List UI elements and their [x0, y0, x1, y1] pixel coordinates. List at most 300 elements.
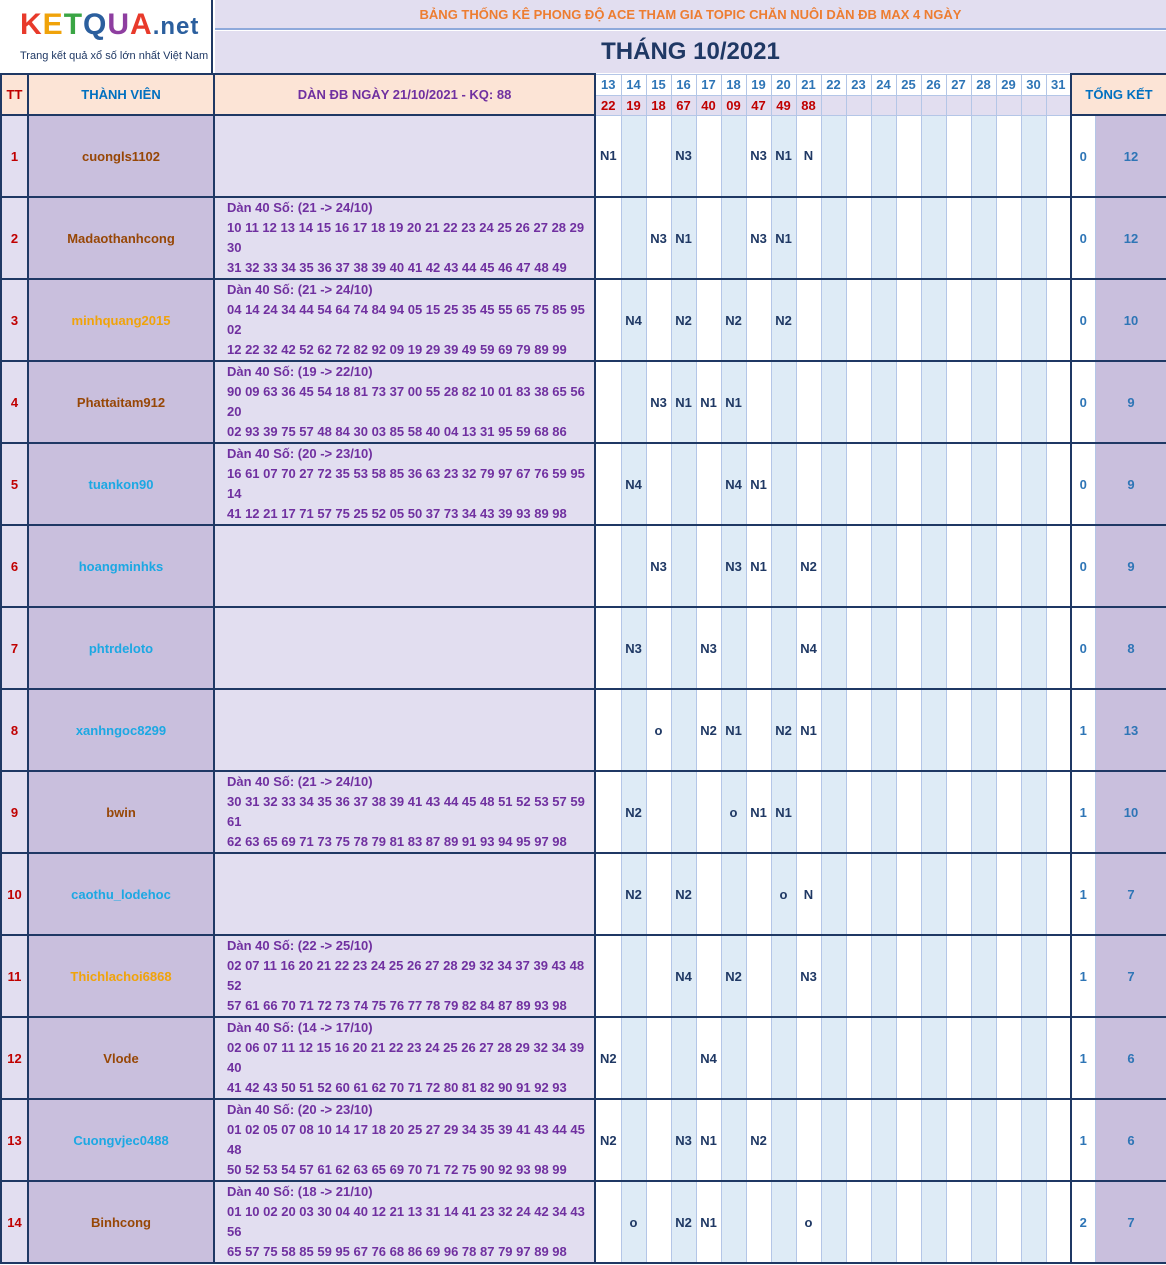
day-header: 23	[846, 74, 871, 95]
day-cell	[871, 689, 896, 771]
miss-count: 1	[1071, 1017, 1095, 1099]
day-header: 27	[946, 74, 971, 95]
day-cell	[1021, 197, 1046, 279]
day-cell	[896, 361, 921, 443]
dan-line2: 12 22 32 42 52 62 72 82 92 09 19 29 39 49 59 69 79 89 99	[227, 342, 567, 357]
day-cell	[1021, 279, 1046, 361]
day-cell	[821, 853, 846, 935]
day-cell	[846, 1099, 871, 1181]
dan-title: Dàn 40 Số: (20 -> 23/10)	[227, 1102, 373, 1117]
day-cell	[796, 443, 821, 525]
day-cell	[996, 1181, 1021, 1263]
day-cell	[896, 279, 921, 361]
member-name[interactable]: caothu_lodehoc	[28, 853, 214, 935]
day-cell	[996, 361, 1021, 443]
member-name[interactable]: Phattaitam912	[28, 361, 214, 443]
day-header: 20	[771, 74, 796, 95]
day-cell	[595, 607, 621, 689]
day-cell	[971, 853, 996, 935]
day-cell	[1046, 443, 1071, 525]
day-cell	[646, 115, 671, 197]
day-cell	[1046, 607, 1071, 689]
day-cell	[846, 1181, 871, 1263]
day-cell	[871, 197, 896, 279]
day-cell	[646, 443, 671, 525]
day-cell: N3	[671, 115, 696, 197]
dan-line2: 31 32 33 34 35 36 37 38 39 40 41 42 43 44 45 46 47 48 49	[227, 260, 567, 275]
day-cell: N3	[721, 525, 746, 607]
dan-numbers	[214, 607, 595, 689]
day-cell	[646, 279, 671, 361]
day-cell	[996, 1099, 1021, 1181]
day-cell	[846, 115, 871, 197]
miss-count: 0	[1071, 279, 1095, 361]
day-cell	[1021, 115, 1046, 197]
logo-letter: E	[42, 8, 64, 41]
day-cell	[595, 1181, 621, 1263]
day-cell	[896, 1099, 921, 1181]
day-cell	[671, 525, 696, 607]
day-cell	[771, 1181, 796, 1263]
day-cell	[771, 1099, 796, 1181]
row-number: 12	[1, 1017, 28, 1099]
day-cell: N2	[721, 279, 746, 361]
day-cell: N2	[696, 689, 721, 771]
month-title: THÁNG 10/2021	[215, 31, 1166, 73]
day-cell	[771, 525, 796, 607]
header-total: TỔNG KẾT	[1071, 74, 1166, 115]
day-cell: o	[771, 853, 796, 935]
day-cell	[896, 115, 921, 197]
day-cell	[746, 279, 771, 361]
dan-line1: 30 31 32 33 34 35 36 37 38 39 41 43 44 45 48 51 52 53 57 59 61	[227, 794, 585, 829]
day-cell	[846, 525, 871, 607]
day-cell: N1	[671, 361, 696, 443]
day-cell	[595, 361, 621, 443]
day-header: 13	[595, 74, 621, 95]
row-number: 13	[1, 1099, 28, 1181]
day-cell	[971, 197, 996, 279]
result-header: 22	[595, 95, 621, 115]
day-cell: o	[796, 1181, 821, 1263]
day-cell	[796, 197, 821, 279]
result-header: 09	[721, 95, 746, 115]
day-cell: N2	[621, 771, 646, 853]
day-cell: N1	[796, 689, 821, 771]
miss-count: 1	[1071, 853, 1095, 935]
day-cell	[821, 361, 846, 443]
day-cell: o	[646, 689, 671, 771]
day-cell	[871, 1017, 896, 1099]
member-name[interactable]: Madaothanhcong	[28, 197, 214, 279]
day-cell	[871, 771, 896, 853]
day-cell	[971, 443, 996, 525]
day-cell: N4	[796, 607, 821, 689]
day-cell	[971, 525, 996, 607]
day-header: 16	[671, 74, 696, 95]
row-number: 7	[1, 607, 28, 689]
day-cell: N3	[696, 607, 721, 689]
day-cell	[721, 197, 746, 279]
dan-line1: 01 02 05 07 08 10 14 17 18 20 25 27 29 34 35 39 41 43 44 45 48	[227, 1122, 585, 1157]
day-cell	[871, 443, 896, 525]
day-header: 22	[821, 74, 846, 95]
day-cell	[796, 361, 821, 443]
day-cell	[721, 1017, 746, 1099]
row-number: 9	[1, 771, 28, 853]
stats-table	[0, 73, 1166, 1264]
day-cell	[971, 607, 996, 689]
day-cell	[696, 525, 721, 607]
day-cell	[696, 279, 721, 361]
member-row	[1, 853, 1166, 935]
day-cell	[1021, 771, 1046, 853]
dan-line1: 90 09 63 36 45 54 18 81 73 37 00 55 28 82 10 01 83 38 65 56 20	[227, 384, 585, 419]
logo-suffix: .net	[152, 13, 200, 40]
row-number: 3	[1, 279, 28, 361]
day-cell	[746, 689, 771, 771]
dan-numbers	[214, 361, 595, 443]
day-cell	[821, 607, 846, 689]
day-cell	[621, 689, 646, 771]
dan-line1: 16 61 07 70 27 72 35 53 58 85 36 63 23 32 79 97 67 76 59 95 14	[227, 466, 585, 501]
day-cell	[971, 771, 996, 853]
miss-count: 0	[1071, 525, 1095, 607]
miss-count: 2	[1071, 1181, 1095, 1263]
day-cell	[1046, 525, 1071, 607]
miss-count: 0	[1071, 115, 1095, 197]
day-cell	[646, 1099, 671, 1181]
miss-count: 1	[1071, 1099, 1095, 1181]
dan-numbers	[214, 1017, 595, 1099]
day-cell	[871, 115, 896, 197]
day-cell	[971, 689, 996, 771]
day-cell: N4	[621, 279, 646, 361]
day-cell	[646, 1181, 671, 1263]
header-member: THÀNH VIÊN	[28, 74, 214, 115]
day-cell	[921, 279, 946, 361]
day-header: 29	[996, 74, 1021, 95]
dan-numbers	[214, 443, 595, 525]
result-header	[996, 95, 1021, 115]
day-cell	[595, 443, 621, 525]
dan-numbers	[214, 115, 595, 197]
day-cell: N4	[721, 443, 746, 525]
result-header: 40	[696, 95, 721, 115]
day-cell: N	[796, 853, 821, 935]
miss-count: 0	[1071, 361, 1095, 443]
day-cell	[1046, 115, 1071, 197]
day-cell	[646, 771, 671, 853]
dan-title: Dàn 40 Số: (22 -> 25/10)	[227, 938, 373, 953]
day-cell: N2	[671, 853, 696, 935]
day-cell	[821, 935, 846, 1017]
day-cell	[846, 689, 871, 771]
day-header: 25	[896, 74, 921, 95]
dan-title: Dàn 40 Số: (21 -> 24/10)	[227, 774, 373, 789]
day-cell: N1	[771, 115, 796, 197]
dan-line1: 04 14 24 34 44 54 64 74 84 94 05 15 25 35 45 55 65 75 85 95 02	[227, 302, 585, 337]
day-cell	[621, 115, 646, 197]
row-number: 14	[1, 1181, 28, 1263]
day-cell	[846, 771, 871, 853]
day-cell: N2	[621, 853, 646, 935]
member-row	[1, 771, 1166, 853]
day-cell	[871, 361, 896, 443]
day-cell	[921, 771, 946, 853]
day-header: 24	[871, 74, 896, 95]
day-header: 30	[1021, 74, 1046, 95]
day-cell	[671, 443, 696, 525]
day-cell: N2	[671, 1181, 696, 1263]
member-name[interactable]: xanhngoc8299	[28, 689, 214, 771]
day-cell: N4	[621, 443, 646, 525]
dan-line1: 02 07 11 16 20 21 22 23 24 25 26 27 28 29 32 34 37 39 43 48 52	[227, 958, 585, 993]
dan-line1: 10 11 12 13 14 15 16 17 18 19 20 21 22 23 24 25 26 27 28 29 30	[227, 220, 585, 255]
day-cell	[646, 935, 671, 1017]
day-cell	[821, 197, 846, 279]
day-cell	[621, 1099, 646, 1181]
day-cell	[996, 279, 1021, 361]
day-cell	[696, 443, 721, 525]
dan-line2: 57 61 66 70 71 72 73 74 75 76 77 78 79 82 84 87 89 93 98	[227, 998, 567, 1013]
day-cell	[946, 935, 971, 1017]
day-cell	[921, 361, 946, 443]
day-cell	[896, 1181, 921, 1263]
day-cell	[996, 115, 1021, 197]
day-cell	[646, 853, 671, 935]
day-cell	[746, 361, 771, 443]
day-cell	[671, 607, 696, 689]
row-number: 11	[1, 935, 28, 1017]
day-cell	[746, 1181, 771, 1263]
day-cell	[921, 1017, 946, 1099]
day-cell: N2	[771, 689, 796, 771]
day-cell	[971, 115, 996, 197]
member-name[interactable]: hoangminhks	[28, 525, 214, 607]
day-cell	[921, 443, 946, 525]
day-cell	[721, 1099, 746, 1181]
day-cell	[1046, 197, 1071, 279]
day-cell	[846, 443, 871, 525]
row-number: 5	[1, 443, 28, 525]
day-cell	[671, 1017, 696, 1099]
day-header: 26	[921, 74, 946, 95]
day-cell	[846, 279, 871, 361]
day-cell: N2	[796, 525, 821, 607]
day-cell	[1021, 1181, 1046, 1263]
day-cell	[871, 1181, 896, 1263]
member-name[interactable]: minhquang2015	[28, 279, 214, 361]
row-number: 1	[1, 115, 28, 197]
day-cell	[896, 443, 921, 525]
ketqua-logo[interactable]	[0, 0, 213, 73]
day-header: 21	[796, 74, 821, 95]
day-cell: N2	[671, 279, 696, 361]
day-cell	[1046, 1181, 1071, 1263]
day-cell	[921, 853, 946, 935]
member-name[interactable]: Binhcong	[28, 1181, 214, 1263]
day-header: 14	[621, 74, 646, 95]
total-score: 7	[1095, 853, 1166, 935]
member-name[interactable]: cuongls1102	[28, 115, 214, 197]
day-cell	[595, 525, 621, 607]
day-cell: N1	[771, 771, 796, 853]
day-cell: N2	[746, 1099, 771, 1181]
day-cell	[595, 197, 621, 279]
day-cell	[821, 1181, 846, 1263]
day-cell	[646, 1017, 671, 1099]
row-number: 4	[1, 361, 28, 443]
day-cell	[896, 689, 921, 771]
member-name[interactable]: tuankon90	[28, 443, 214, 525]
day-cell	[821, 115, 846, 197]
dan-line2: 50 52 53 54 57 61 62 63 65 69 70 71 72 75 90 92 93 98 99	[227, 1162, 567, 1177]
day-cell	[996, 197, 1021, 279]
dan-line1: 01 10 02 20 03 30 04 40 12 21 13 31 14 41 23 32 24 42 34 43 56	[227, 1204, 585, 1239]
dan-title: Dàn 40 Số: (19 -> 22/10)	[227, 364, 373, 379]
day-cell	[1046, 361, 1071, 443]
day-cell	[796, 1017, 821, 1099]
day-cell	[946, 115, 971, 197]
day-cell	[696, 115, 721, 197]
day-cell	[1046, 771, 1071, 853]
member-row	[1, 443, 1166, 525]
day-header: 31	[1046, 74, 1071, 95]
day-cell	[996, 1017, 1021, 1099]
dan-numbers	[214, 771, 595, 853]
day-cell: N1	[746, 771, 771, 853]
day-cell: o	[721, 771, 746, 853]
result-header: 88	[796, 95, 821, 115]
day-cell	[821, 1017, 846, 1099]
result-header: 19	[621, 95, 646, 115]
day-cell	[846, 1017, 871, 1099]
day-cell	[595, 279, 621, 361]
result-header: 49	[771, 95, 796, 115]
day-cell: N3	[621, 607, 646, 689]
day-cell	[846, 853, 871, 935]
result-header: 18	[646, 95, 671, 115]
member-name[interactable]: Thichlachoi6868	[28, 935, 214, 1017]
day-cell: N2	[771, 279, 796, 361]
day-cell	[896, 1017, 921, 1099]
total-score: 10	[1095, 279, 1166, 361]
day-cell	[1021, 935, 1046, 1017]
dan-numbers	[214, 525, 595, 607]
day-cell	[946, 771, 971, 853]
dan-title: Dàn 40 Số: (18 -> 21/10)	[227, 1184, 373, 1199]
logo-letter: U	[107, 8, 131, 41]
day-cell: N1	[771, 197, 796, 279]
day-cell	[946, 197, 971, 279]
total-score: 6	[1095, 1017, 1166, 1099]
day-cell: N1	[595, 115, 621, 197]
dan-title: Dàn 40 Số: (21 -> 24/10)	[227, 282, 373, 297]
day-cell	[921, 197, 946, 279]
day-cell: N1	[721, 361, 746, 443]
day-cell	[671, 771, 696, 853]
dan-numbers	[214, 1181, 595, 1263]
day-header: 28	[971, 74, 996, 95]
day-cell	[946, 853, 971, 935]
day-cell	[1046, 853, 1071, 935]
day-cell	[996, 935, 1021, 1017]
dan-line1: 02 06 07 11 12 15 16 20 21 22 23 24 25 26 27 28 29 32 34 39 40	[227, 1040, 585, 1075]
dan-title: Dàn 40 Số: (20 -> 23/10)	[227, 446, 373, 461]
result-header: 47	[746, 95, 771, 115]
member-name[interactable]: Cuongvjec0488	[28, 1099, 214, 1181]
day-cell	[721, 853, 746, 935]
member-name[interactable]: Vlode	[28, 1017, 214, 1099]
result-header	[1021, 95, 1046, 115]
day-cell	[821, 279, 846, 361]
day-cell	[621, 197, 646, 279]
miss-count: 0	[1071, 197, 1095, 279]
day-cell	[896, 771, 921, 853]
header-row-days	[1, 74, 1166, 95]
result-header	[946, 95, 971, 115]
day-cell: N3	[746, 197, 771, 279]
day-cell	[946, 1017, 971, 1099]
day-cell	[921, 689, 946, 771]
member-name[interactable]: bwin	[28, 771, 214, 853]
day-cell	[746, 607, 771, 689]
day-cell	[1046, 279, 1071, 361]
day-cell	[595, 689, 621, 771]
day-cell	[871, 279, 896, 361]
day-cell	[671, 689, 696, 771]
miss-count: 0	[1071, 607, 1095, 689]
member-row	[1, 1099, 1166, 1181]
day-cell: N4	[671, 935, 696, 1017]
day-cell	[896, 607, 921, 689]
day-cell	[771, 443, 796, 525]
day-cell	[1021, 1099, 1046, 1181]
total-score: 8	[1095, 607, 1166, 689]
day-cell	[1021, 853, 1046, 935]
day-cell	[921, 607, 946, 689]
day-cell	[896, 197, 921, 279]
sheet-title: BẢNG THỐNG KÊ PHONG ĐỘ ACE THAM GIA TOPIC CHĂN NUÔI DÀN ĐB MAX 4 NGÀY	[215, 0, 1166, 30]
day-cell	[646, 607, 671, 689]
day-cell	[896, 853, 921, 935]
day-cell	[621, 1017, 646, 1099]
row-number: 2	[1, 197, 28, 279]
day-cell	[896, 525, 921, 607]
day-cell	[846, 607, 871, 689]
day-cell	[721, 1181, 746, 1263]
total-score: 9	[1095, 361, 1166, 443]
miss-count: 1	[1071, 935, 1095, 1017]
dan-numbers	[214, 279, 595, 361]
day-cell	[871, 1099, 896, 1181]
day-cell	[946, 279, 971, 361]
day-cell: N3	[646, 525, 671, 607]
miss-count: 1	[1071, 771, 1095, 853]
row-number: 6	[1, 525, 28, 607]
member-name[interactable]: phtrdeloto	[28, 607, 214, 689]
day-cell	[696, 197, 721, 279]
day-cell	[621, 361, 646, 443]
day-cell	[846, 361, 871, 443]
day-cell	[921, 1099, 946, 1181]
result-header	[1046, 95, 1071, 115]
total-score: 6	[1095, 1099, 1166, 1181]
day-cell	[921, 1181, 946, 1263]
day-cell	[996, 771, 1021, 853]
day-cell	[821, 1099, 846, 1181]
